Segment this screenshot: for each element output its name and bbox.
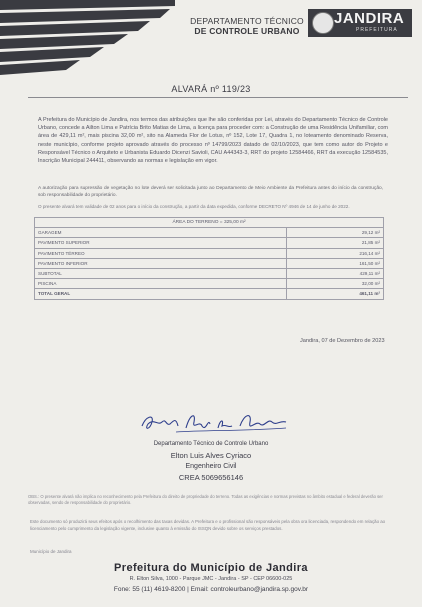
department-line-2: DE CONTROLE URBANO [194, 26, 300, 36]
row-value: 429,11 m² [287, 268, 384, 278]
row-value: 461,11 m² [287, 289, 384, 299]
signatory-block [111, 439, 311, 483]
row-label: TOTAL GERAL [35, 289, 287, 299]
table-row-total [35, 289, 384, 299]
table-row [35, 279, 384, 289]
city-seal-icon [312, 12, 334, 34]
footer-contact: Fone: 55 (11) 4619-8200 | Email: controleurbano@jandira.sp.gov.br [113, 586, 309, 593]
row-label: SUBTOTAL [35, 268, 287, 278]
signatory-department: Departamento Técnico de Controle Urbano [153, 441, 269, 447]
document-title: ALVARÁ nº 119/23 [171, 84, 251, 94]
vegetation-paragraph: A autorização para supressão de vegetação no lote deverá ser solicitada junto ao Departamento de Meio Ambiente da Prefeitura antes do início da construção, sob responsabilidade do proprietário. [38, 186, 383, 198]
signatory-name: Elton Luis Alves Cyriaco [170, 451, 252, 460]
row-label: PAVIMENTO SUPERIOR [35, 238, 287, 248]
table-row [35, 228, 384, 238]
logo-name: JANDIRA [334, 10, 405, 27]
logo-subtitle: PREFEITURA [356, 27, 398, 33]
row-value: 32,00 m² [287, 279, 384, 289]
row-value: 29,12 m² [287, 228, 384, 238]
signatory-role: Engenheiro Civil [185, 463, 237, 470]
observation-note: OBS.: O presente alvará não implica no reconhecimento pela Prefeitura do direito de propriedade do terreno. Todas as exigências e normas previstas no âmbito estadual e federal deverão ser observadas, sendo de responsabilidade do proprietário. [28, 494, 383, 505]
area-table-header: ÁREA DO TERRENO = 325,00 m² [35, 218, 384, 228]
validity-note: Este documento só produzirá seus efeitos após o recolhimento das taxas devidas. A Prefeitura e o profissional são responsáveis pela obra ora licenciada, respondendo em relação ao licenciamento pelo cumprimento da legislação vigente, inclusive quanto à emissão do ISSQN devido sobre os serviços prestados. [30, 519, 386, 531]
row-label: PISCINA [35, 279, 287, 289]
department-line-1: DEPARTAMENTO TÉCNICO [190, 16, 304, 26]
validity-paragraph: O presente alvará tem validade de 02 anos para o início da construção, a partir da data expedida, conforme DECRETO Nº 4946 de 14 de junho de 2022. [38, 204, 350, 209]
header-stripes-decoration [0, 0, 175, 75]
handwritten-signature [136, 408, 296, 438]
footer-title: Prefeitura do Município de Jandira [114, 562, 308, 574]
row-value: 216,14 m² [287, 248, 384, 258]
row-label: PAVIMENTO TÉRREO [35, 248, 287, 258]
row-label: PAVIMENTO INFERIOR [35, 258, 287, 268]
department-heading [188, 16, 306, 36]
signatory-crea: CREA 5069656146 [178, 473, 244, 482]
main-paragraph: A Prefeitura do Município de Jandira, nos termos das atribuições que lhe são conferidas por Lei, através do Departamento Técnico de Controle Urbano, concede a Ailton Lima e Patrícia Brito Matias de Lima, a licença para proceder com: a Construção de uma Residência Unifamiliar, com área de 429,11 m², mais piscina 32,00 m², sito na Alameda Flor de Lotus, nº 152, Lote 17, Quadra 1, no loteamento denominado Reserva, neste município, conforme projeto aprovado através do processo nº 14799/2023 datado de 02/10/2023, que tem como autor do Projeto e Responsável Técnico o Arquiteto e Urbanista Eduardo Dicenzi Savioli, CAU A44343-3, RRT do projeto 12584466, RRT da execução 12584535, Inscrição Municipal 244411, observando as normas e legislação em vigor. [38, 117, 388, 165]
table-row [35, 248, 384, 258]
table-row [35, 238, 384, 248]
municipality-note: Município de Jandira [30, 549, 72, 554]
area-table [34, 217, 384, 300]
table-row [35, 268, 384, 278]
row-value: 21,85 m² [287, 238, 384, 248]
table-row [35, 258, 384, 268]
row-value: 161,50 m² [287, 258, 384, 268]
row-label: GARAGEM [35, 228, 287, 238]
footer-address: R. Elton Silva, 1000 - Parque JMC - Jandira - SP - CEP 06600-025 [129, 576, 293, 582]
issue-date: Jandira, 07 de Dezembro de 2023 [300, 338, 385, 344]
title-divider [28, 97, 408, 98]
